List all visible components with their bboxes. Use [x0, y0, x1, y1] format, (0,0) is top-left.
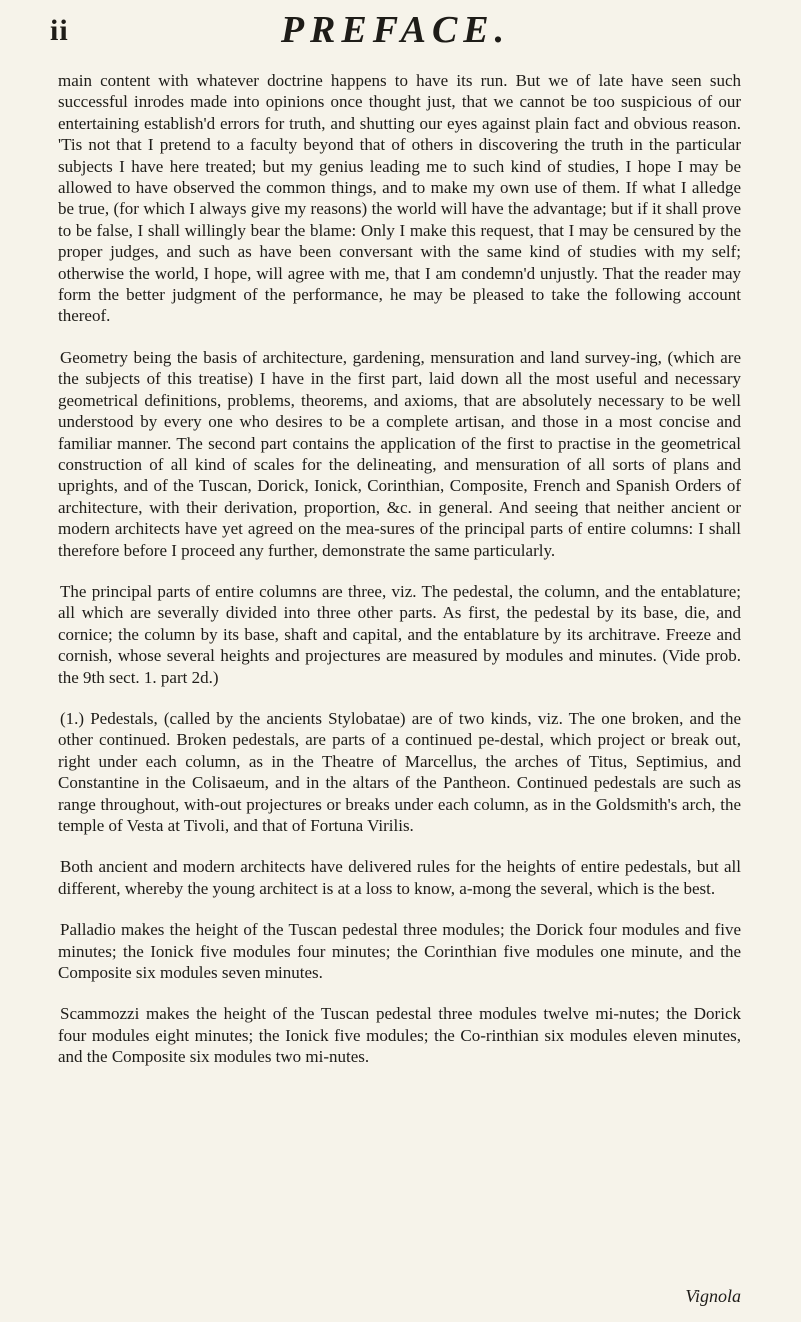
- page-header: [50, 8, 741, 68]
- paragraph-rules: Both ancient and modern architects have delivered rules for the heights of entire pedestals, but all different, whereby the young architect is at a loss to know, a-mong the several, which is the best.: [58, 857, 741, 898]
- paragraph-continued: main content with whatever doctrine happens to have its run. But we of late have seen such successful inrodes made into opinions once thought just, that we cannot be too suspicious of our entertaining establish'd errors for truth, and shutting our eyes against plain fact and obvious reason. 'Tis not that I pretend to a faculty beyond that of others in discovering the truth in the particular subjects I have here treated; but my genius leading me to such kind of studies, I hope I may be allowed to have observed the common things, and to make my own use of them. If what I alledge be true, (for which I always give my reasons) the world will have the advantage; but if it shall prove to be false, I shall willingly bear the blame: Only I make this request, that I may be censured by the proper judges, and such as have been conversant with the same kind of studies with my self; otherwise the world, I hope, will agree with me, that I am condemn'd unjustly. That the reader may form the better judgment of the performance, he may be pleased to take the following account thereof.: [58, 71, 741, 326]
- catchword: Vignola: [685, 1286, 741, 1306]
- paragraph-pedestals: (1.) Pedestals, (called by the ancients Stylobatae) are of two kinds, viz. The one broken, and the other continued. Broken pedestals, are parts of a continued pe-destal, which project or break out, right under each column, as in the Theatre of Marcellus, the arches of Titus, Septimius, and Constantine in the Colisaeum, and in the altars of the Pantheon. Continued pedestals are such as range throughout, with-out projectures or breaks under each column, as in the Goldsmith's arch, the temple of Vesta at Tivoli, and that of Fortuna Virilis.: [58, 708, 741, 835]
- page-number: ii: [50, 14, 69, 47]
- paragraph-scammozzi: Scammozzi makes the height of the Tuscan pedestal three modules twelve mi-nutes; the Dorick four modules eight minutes; the Ionick five modules; the Co-rinthian six modules eleven minutes, and the Composite six modules two mi-nutes.: [58, 1004, 741, 1067]
- running-head: PREFACE.: [280, 9, 511, 51]
- page-body: [58, 70, 741, 1088]
- paragraph-principal-parts: The principal parts of entire columns are three, viz. The pedestal, the column, and the entablature; all which are severally divided into three other parts. As first, the pedestal by its base, die, and cornice; the column by its base, shaft and capital, and the entablature by its architrave. Freeze and cornish, whose several heights and projectures are measured by modules and minutes. (Vide prob. the 9th sect. 1. part 2d.): [58, 581, 741, 687]
- paragraph-geometry: Geometry being the basis of architecture, gardening, mensuration and land survey-ing, (which are the subjects of this treatise) I have in the first part, laid down all the most useful and necessary geometrical definitions, problems, theorems, and axioms, that are absolutely necessary to be well understood by every one who desires to be a complete artisan, and those in a most concise and familiar manner. The second part contains the application of the first to practise in the geometrical construction of all kind of scales for the delineating, and mensuration of all sorts of plans and uprights, and of the Tuscan, Dorick, Ionick, Corinthian, Composite, French and Spanish Orders of architecture, with their derivation, proportion, &c. in general. And seeing that neither ancient or modern architects have yet agreed on the mea-sures of the principal parts of entire columns: I shall therefore before I proceed any further, demonstrate the same particularly.: [58, 347, 741, 560]
- paragraph-palladio: Palladio makes the height of the Tuscan pedestal three modules; the Dorick four modules and five minutes; the Ionick five modules four minutes; the Corinthian five modules one minute, and the Composite six modules seven minutes.: [58, 920, 741, 983]
